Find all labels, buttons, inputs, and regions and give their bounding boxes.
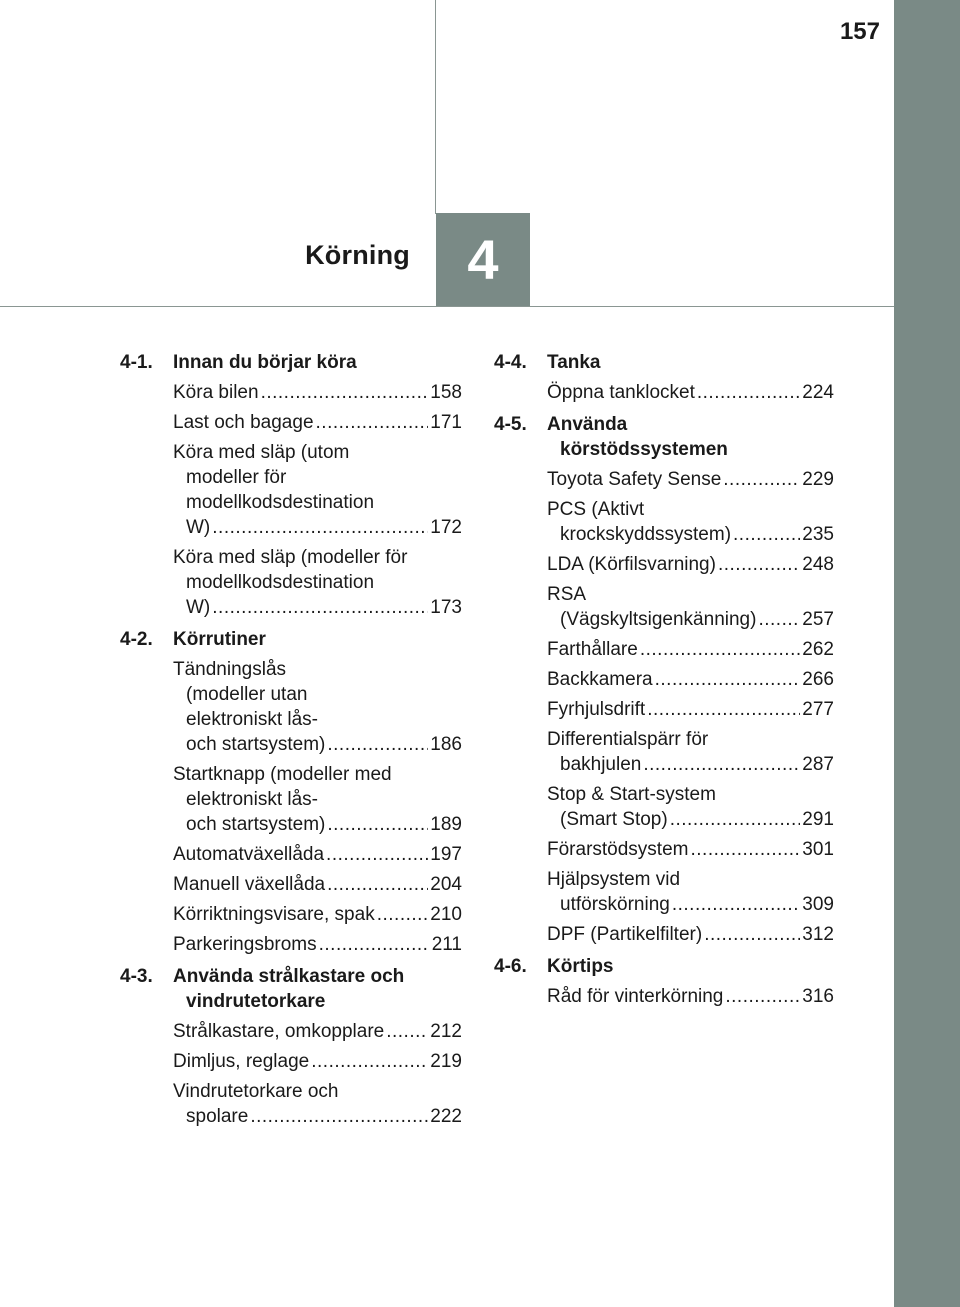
toc-page-number: 248 bbox=[802, 554, 834, 575]
toc-entry-last-line bbox=[547, 984, 834, 1009]
toc-entry-last-line bbox=[547, 667, 834, 692]
dot-leader bbox=[690, 837, 800, 862]
toc-entry[interactable] bbox=[173, 872, 462, 897]
toc-entry-last-line bbox=[173, 842, 462, 867]
section-title bbox=[173, 350, 462, 375]
toc-page-number: 212 bbox=[430, 1021, 462, 1042]
section-title bbox=[173, 627, 462, 652]
toc-entry-line: PCS (Aktivt bbox=[547, 499, 645, 520]
toc-section bbox=[494, 954, 834, 1009]
dot-leader bbox=[655, 667, 801, 692]
toc-entry[interactable] bbox=[547, 697, 834, 722]
section-title-line: vindrutetorkare bbox=[186, 991, 326, 1012]
section-number: 4-6. bbox=[494, 956, 527, 977]
section-title-line: Körrutiner bbox=[173, 629, 266, 650]
toc-entry-last-line bbox=[547, 607, 834, 632]
toc-entry-last-line bbox=[173, 902, 462, 927]
toc-section bbox=[120, 964, 462, 1129]
toc-entry[interactable] bbox=[547, 637, 834, 662]
dot-leader bbox=[640, 637, 800, 662]
dot-leader bbox=[704, 922, 800, 947]
section-heading bbox=[120, 964, 462, 1014]
toc-section bbox=[494, 350, 834, 405]
toc-section bbox=[120, 627, 462, 957]
toc-entry-line: elektroniskt lås- bbox=[186, 709, 318, 730]
toc-page-number: 173 bbox=[430, 597, 462, 618]
dot-leader bbox=[212, 595, 428, 620]
toc-entry-line: modellkodsdestination bbox=[186, 572, 375, 593]
toc-entry-text: Strålkastare, omkopplare bbox=[173, 1021, 385, 1042]
toc-page-number: 309 bbox=[802, 894, 834, 915]
header-divider-horizontal bbox=[0, 306, 894, 307]
toc-entry[interactable] bbox=[547, 837, 834, 862]
toc-entry[interactable] bbox=[173, 902, 462, 927]
toc-entry[interactable] bbox=[547, 667, 834, 692]
toc-page-number: 257 bbox=[802, 609, 834, 630]
section-number: 4-5. bbox=[494, 414, 527, 435]
toc-entry-text: Öppna tanklocket bbox=[547, 382, 695, 403]
toc-entry-line: Köra med släp (modeller för bbox=[173, 547, 408, 568]
toc-entry-text: Köra bilen bbox=[173, 382, 259, 403]
chapter-title: Körning bbox=[305, 240, 410, 270]
toc-entry-line: modeller för bbox=[186, 467, 287, 488]
toc-page-number: 312 bbox=[802, 924, 834, 945]
toc-section bbox=[494, 412, 834, 947]
toc-entry-line: (modeller utan bbox=[186, 684, 308, 705]
toc-page-number: 204 bbox=[430, 874, 462, 895]
toc-entry-text: spolare bbox=[186, 1106, 249, 1127]
toc-entry-text: Backkamera bbox=[547, 669, 653, 690]
section-title bbox=[547, 954, 834, 979]
toc-entry-text: Automatväxellåda bbox=[173, 844, 325, 865]
toc-page-number: 158 bbox=[430, 382, 462, 403]
toc-entry-line: RSA bbox=[547, 584, 587, 605]
toc-entry[interactable] bbox=[173, 440, 462, 540]
toc-entry[interactable] bbox=[173, 545, 462, 620]
toc-entry-text: W) bbox=[186, 517, 211, 538]
toc-page-number: 197 bbox=[430, 844, 462, 865]
section-heading bbox=[494, 954, 834, 979]
dot-leader bbox=[327, 872, 428, 897]
toc-entry-last-line bbox=[547, 892, 834, 917]
dot-leader bbox=[250, 1104, 428, 1129]
toc-entry[interactable] bbox=[547, 984, 834, 1009]
section-title-line: Använda bbox=[547, 414, 628, 435]
dot-leader bbox=[316, 410, 429, 435]
toc-entry-last-line bbox=[547, 467, 834, 492]
toc-page-number: 235 bbox=[802, 524, 834, 545]
dot-leader bbox=[647, 697, 800, 722]
toc-page-number: 171 bbox=[430, 412, 462, 433]
toc-entry-last-line bbox=[547, 380, 834, 405]
toc-entry-line: Köra med släp (utom bbox=[173, 442, 350, 463]
toc-page-number: 224 bbox=[802, 382, 834, 403]
toc-entry[interactable] bbox=[547, 727, 834, 777]
section-heading bbox=[120, 350, 462, 375]
toc-entry[interactable] bbox=[547, 380, 834, 405]
toc-entry-last-line bbox=[547, 522, 834, 547]
toc-entry-text: och startsystem) bbox=[186, 814, 326, 835]
toc-entry[interactable] bbox=[547, 922, 834, 947]
toc-entry-last-line bbox=[173, 595, 462, 620]
toc-entry-last-line bbox=[547, 807, 834, 832]
chapter-side-tab bbox=[894, 0, 960, 1307]
toc-page-number: 186 bbox=[430, 734, 462, 755]
toc-entry-last-line bbox=[173, 812, 462, 837]
toc-page-number: 222 bbox=[430, 1106, 462, 1127]
toc-column-right bbox=[494, 350, 834, 1016]
toc-page-number: 172 bbox=[430, 517, 462, 538]
toc-entry[interactable] bbox=[547, 582, 834, 632]
toc-entry-text: Last och bagage bbox=[173, 412, 314, 433]
section-title-line: Använda strålkastare och bbox=[173, 966, 405, 987]
section-number: 4-3. bbox=[120, 966, 153, 987]
toc-entry-text: Parkeringsbroms bbox=[173, 934, 317, 955]
dot-leader bbox=[311, 1049, 428, 1074]
section-title bbox=[547, 350, 834, 375]
dot-leader bbox=[643, 752, 800, 777]
toc-entry-last-line bbox=[547, 637, 834, 662]
toc-entry-text: Fyrhjulsdrift bbox=[547, 699, 646, 720]
toc-entry[interactable] bbox=[173, 1019, 462, 1044]
toc-entry[interactable] bbox=[173, 1079, 462, 1129]
section-title bbox=[173, 964, 462, 1014]
section-heading bbox=[494, 350, 834, 375]
section-title-line: Innan du börjar köra bbox=[173, 352, 357, 373]
section-heading bbox=[120, 627, 462, 652]
toc-entry-text: Körriktningsvisare, spak bbox=[173, 904, 375, 925]
toc-entry[interactable] bbox=[547, 552, 834, 577]
section-number: 4-2. bbox=[120, 629, 153, 650]
toc-entry-text: (Smart Stop) bbox=[560, 809, 668, 830]
dot-leader bbox=[326, 842, 428, 867]
section-title bbox=[547, 412, 834, 462]
toc-entry-text: LDA (Körfilsvarning) bbox=[547, 554, 716, 575]
dot-leader bbox=[327, 812, 428, 837]
toc-entry-text: Toyota Safety Sense bbox=[547, 469, 722, 490]
dot-leader bbox=[718, 552, 800, 577]
toc-entry-last-line bbox=[173, 380, 462, 405]
toc-entry[interactable] bbox=[173, 1049, 462, 1074]
toc-entry-last-line bbox=[173, 932, 462, 957]
dot-leader bbox=[319, 932, 430, 957]
toc-entry[interactable] bbox=[173, 657, 462, 757]
toc-entry-text: utförskörning bbox=[560, 894, 670, 915]
toc-entry-last-line bbox=[173, 1104, 462, 1129]
toc-entry-text: DPF (Partikelfilter) bbox=[547, 924, 703, 945]
toc-entry-text: och startsystem) bbox=[186, 734, 326, 755]
toc-entry-last-line bbox=[547, 752, 834, 777]
toc-entry-line: Hjälpsystem vid bbox=[547, 869, 681, 890]
toc-entry-text: Dimljus, reglage bbox=[173, 1051, 310, 1072]
header-divider-vertical bbox=[435, 0, 436, 214]
toc-entry-last-line bbox=[173, 872, 462, 897]
toc-entry-last-line bbox=[173, 410, 462, 435]
toc-entry-text: Manuell växellåda bbox=[173, 874, 326, 895]
toc-entry[interactable] bbox=[547, 867, 834, 917]
toc-entry-last-line bbox=[173, 1049, 462, 1074]
dot-leader bbox=[733, 522, 800, 547]
dot-leader bbox=[212, 515, 428, 540]
toc-entry-line: Vindrutetorkare och bbox=[173, 1081, 339, 1102]
toc-entry-text: Råd för vinterkörning bbox=[547, 986, 724, 1007]
toc-entry-line: Stop & Start-system bbox=[547, 784, 716, 805]
dot-leader bbox=[261, 380, 429, 405]
toc-entry-last-line bbox=[173, 1019, 462, 1044]
toc-entry-line: Startknapp (modeller med bbox=[173, 764, 392, 785]
toc-entry-last-line bbox=[547, 837, 834, 862]
toc-entry-text: Förarstödsystem bbox=[547, 839, 689, 860]
dot-leader bbox=[758, 607, 800, 632]
section-heading bbox=[494, 412, 834, 462]
dot-leader bbox=[386, 1019, 428, 1044]
dot-leader bbox=[725, 984, 800, 1009]
toc-entry-text: Farthållare bbox=[547, 639, 638, 660]
toc-entry[interactable] bbox=[173, 842, 462, 867]
toc-entry-line: Differentialspärr för bbox=[547, 729, 709, 750]
toc-column-left bbox=[120, 350, 462, 1136]
page-number: 157 bbox=[839, 18, 880, 45]
dot-leader bbox=[327, 732, 428, 757]
toc-entry-line: Tändningslås bbox=[173, 659, 287, 680]
toc-entry-line: modellkodsdestination bbox=[186, 492, 375, 513]
section-title-line: Tanka bbox=[547, 352, 601, 373]
toc-entry-last-line bbox=[173, 515, 462, 540]
toc-entry-last-line bbox=[547, 697, 834, 722]
toc-entry-text: krockskyddssystem) bbox=[560, 524, 732, 545]
section-title-line: Körtips bbox=[547, 956, 614, 977]
toc-entry-text: bakhjulen bbox=[560, 754, 642, 775]
toc-page-number: 210 bbox=[430, 904, 462, 925]
section-number: 4-4. bbox=[494, 352, 527, 373]
toc-entry-last-line bbox=[547, 552, 834, 577]
toc-page-number: 287 bbox=[802, 754, 834, 775]
toc-page-number: 229 bbox=[802, 469, 834, 490]
chapter-number-box bbox=[436, 213, 530, 306]
toc-entry[interactable] bbox=[547, 497, 834, 547]
toc-page-number: 219 bbox=[430, 1051, 462, 1072]
toc-entry[interactable] bbox=[173, 762, 462, 837]
toc-page-number: 316 bbox=[802, 986, 834, 1007]
dot-leader bbox=[377, 902, 429, 927]
section-number: 4-1. bbox=[120, 352, 153, 373]
toc-page-number: 211 bbox=[431, 934, 462, 955]
toc-page-number: 262 bbox=[802, 639, 834, 660]
toc-entry-line: elektroniskt lås- bbox=[186, 789, 318, 810]
dot-leader bbox=[672, 892, 800, 917]
toc-page-number: 301 bbox=[802, 839, 834, 860]
toc-entry[interactable] bbox=[173, 380, 462, 405]
toc-entry[interactable] bbox=[547, 467, 834, 492]
toc-page-number: 189 bbox=[430, 814, 462, 835]
toc-entry-last-line bbox=[173, 732, 462, 757]
toc-page-number: 291 bbox=[802, 809, 834, 830]
toc-entry[interactable] bbox=[173, 932, 462, 957]
toc-entry-text: (Vägskyltsigenkänning) bbox=[560, 609, 757, 630]
dot-leader bbox=[697, 380, 800, 405]
dot-leader bbox=[723, 467, 800, 492]
toc-entry[interactable] bbox=[173, 410, 462, 435]
toc-entry-last-line bbox=[547, 922, 834, 947]
section-title-line: körstödssystemen bbox=[560, 439, 728, 460]
toc-section bbox=[120, 350, 462, 620]
toc-page-number: 266 bbox=[802, 669, 834, 690]
toc-entry-text: W) bbox=[186, 597, 211, 618]
dot-leader bbox=[670, 807, 801, 832]
chapter-number: 4 bbox=[467, 228, 499, 291]
toc-page-number: 277 bbox=[802, 699, 834, 720]
toc-entry[interactable] bbox=[547, 782, 834, 832]
